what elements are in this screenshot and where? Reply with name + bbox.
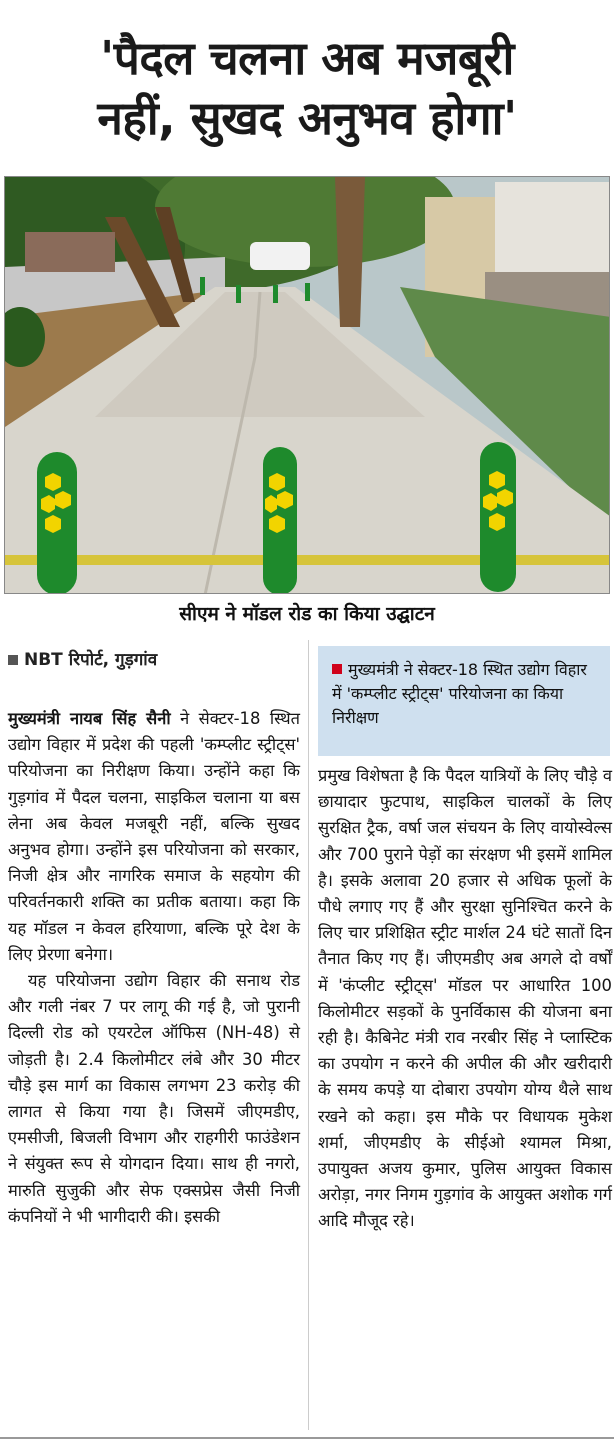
- bollard-right: [480, 442, 516, 592]
- street-photo: [4, 176, 610, 594]
- article-lead: मुख्यमंत्री नायब सिंह सैनी: [8, 709, 171, 728]
- article-paragraph-1-text: ने सेक्टर-18 स्थित उद्योग विहार में प्रदेश की पहली 'कम्प्लीट स्ट्रीट्स' परियोजना का निरीक्षण किया। उन्होंने कहा कि गुड़गांव में पैदल चलना, साइकिल चलाना या बस लेना अब केवल मजबूरी नहीं, बल्कि सुखद अनुभव होगा। उन्होंने इस परियोजना को सरकार, निजी क्षेत्र और नागरिक समाज के सहयोग की परिवर्तनकारी शक्ति का प्रतीक बताया। कहा कि यह मॉडल न केवल हरियाणा, बल्कि पूरे देश के लिए प्रेरणा बनेगा।: [8, 709, 300, 964]
- article-column-left: [8, 706, 300, 1230]
- highlight-box: [318, 646, 610, 756]
- article-paragraph-3: प्रमुख विशेषता है कि पैदल यात्रियों के लिए चौड़े व छायादार फुटपाथ, साइकिल चालकों के लिए सुरक्षित ट्रैक, वर्षा जल संचयन के लिए वायोस्वेल्स और 700 पुराने पेड़ों का संरक्षण भी इसमें शामिल है। इसके अलावा 20 हजार से अधिक फूलों के पौधे लगाए गए हैं और सुरक्षा सुनिश्चित करने के लिए चार प्रशिक्षित स्ट्रीट मार्शल 24 घंटे सातों दिन तैनात किए गए हैं। जीएमडीए अब अगले दो वर्षों में 'कंप्लीट स्ट्रीट्स' मॉडल पर आधारित 100 किलोमीटर सड़कों के पुनर्विकास की योजना बना रही है। कैबिनेट मंत्री राव नरबीर सिंह ने प्लास्टिक का उपयोग न करने की अपील की और खरीदारी के समय कपड़े या दोबारा उपयोग योग्य थैले साथ रखने को कहा। इस मौके पर विधायक मुकेश शर्मा, जीएमडीए के सीईओ श्यामल मिश्रा, उपायुक्त अजय कुमार, पुलिस आयुक्त विकास अरोड़ा, नगर निगम गुड़गांव के आयुक्त अशोक गर्ग आदि मौजूद रहे।: [318, 766, 612, 1231]
- article-column-right: [318, 763, 612, 1235]
- headline: [0, 28, 614, 168]
- headline-line-2: नहीं, सुखद अनुभव होगा': [97, 91, 517, 145]
- highlight-text: मुख्यमंत्री ने सेक्टर-18 स्थित उद्योग विहार में 'कम्प्लीट स्ट्रीट्स' परियोजना का किया निरीक्षण: [332, 660, 587, 727]
- square-bullet-icon: [8, 655, 18, 665]
- red-square-icon: [332, 664, 342, 674]
- photo-caption: सीएम ने मॉडल रोड का किया उद्घाटन: [179, 603, 435, 625]
- byline-text: NBT रिपोर्ट, गुड़गांव: [24, 650, 158, 670]
- headline-line-1: 'पैदल चलना अब मजबूरी: [100, 31, 514, 85]
- bollard-left: [37, 452, 77, 594]
- bottom-rule: [0, 1437, 614, 1439]
- article-paragraph-2: यह परियोजना उद्योग विहार की सनाथ रोड और गली नंबर 7 पर लागू की गई है, जो पुरानी दिल्ली रोड को एयरटेल ऑफिस (NH-48) से जोड़ती है। 2.4 किलोमीटर लंबे और 30 मीटर चौड़े इस मार्ग का विकास लगभग 23 करोड़ की लागत से किया गया है। जिसमें जीएमडीए, एमसीजी, बिजली विभाग और राहगीरी फाउंडेशन ने संयुक्त रूप से योगदान दिया। साथ ही नगरो, मारुति सुजुकी और सेफ एक्सप्रेस जैसी निजी कंपनियों ने भी भागीदारी की। इसकी: [8, 971, 300, 1226]
- byline: [8, 648, 157, 672]
- column-divider: [308, 640, 309, 1430]
- bollard-middle: [263, 447, 297, 594]
- article-paragraph-1: [8, 706, 300, 968]
